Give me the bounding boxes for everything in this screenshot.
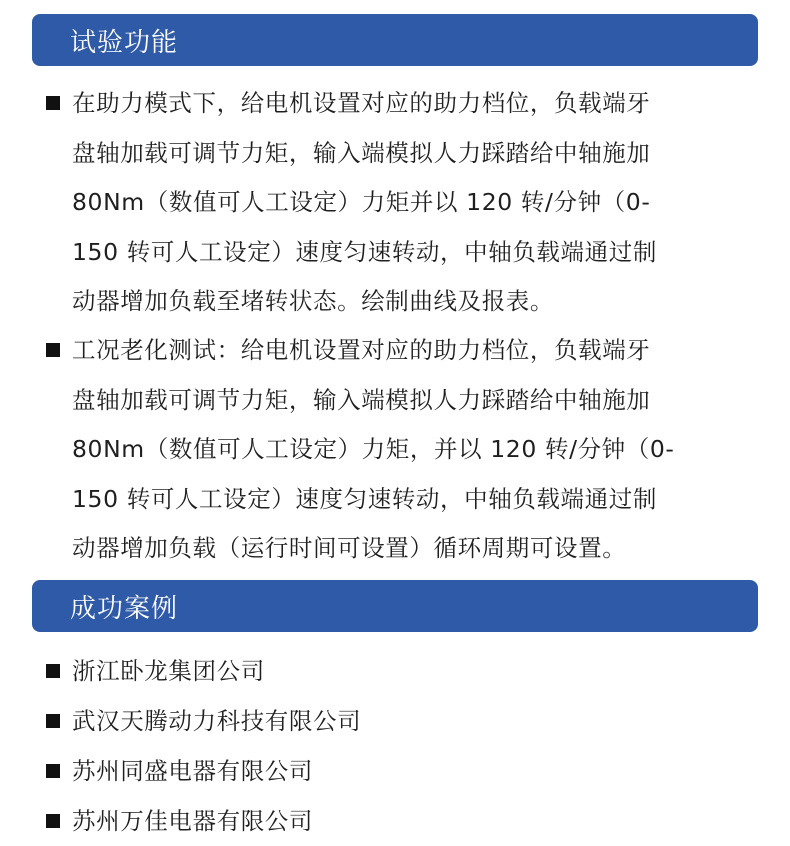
black-square-bullet-icon — [46, 814, 60, 828]
list-item — [46, 696, 746, 746]
list-item — [46, 796, 746, 846]
paragraph-2-line-5: 动器增加负载（运行时间可设置）循环周期可设置。 — [72, 534, 627, 562]
case-name: 浙江卧龙集团公司 — [72, 657, 265, 685]
paragraph-1-line-5: 动器增加负载至堵转状态。绘制曲线及报表。 — [72, 287, 554, 315]
section-title-success-cases: 成功案例 — [70, 593, 179, 624]
paragraph-2-line-4: 150 转可人工设定）速度匀速转动，中轴负载端通过制 — [72, 484, 657, 513]
paragraph-1-line-3: 80Nm（数值可人工设定）力矩并以 120 转/分钟（0- — [72, 188, 651, 216]
black-square-bullet-icon — [46, 714, 60, 728]
section-title-test-function: 试验功能 — [70, 27, 179, 58]
case-name: 苏州万佳电器有限公司 — [72, 807, 313, 835]
black-square-bullet-icon — [46, 764, 60, 778]
paragraph-2-line-3: 80Nm（数值可人工设定）力矩，并以 120 转/分钟（0- — [72, 435, 675, 463]
paragraph-1-line-1: 在助力模式下，给电机设置对应的助力档位，负载端牙 — [72, 89, 651, 117]
list-item — [46, 646, 746, 696]
paragraph-1-line-4: 150 转可人工设定）速度匀速转动，中轴负载端通过制 — [72, 237, 657, 266]
black-square-bullet-icon — [46, 343, 60, 357]
paragraph-2-line-1: 工况老化测试：给电机设置对应的助力档位，负载端牙 — [72, 336, 651, 364]
case-name: 苏州同盛电器有限公司 — [72, 757, 313, 785]
section-header-success-cases — [32, 580, 758, 632]
test-function-paragraph-2 — [46, 326, 766, 574]
black-square-bullet-icon — [46, 96, 60, 110]
case-name: 武汉天腾动力科技有限公司 — [72, 707, 362, 735]
success-cases-list — [46, 646, 746, 846]
test-function-paragraph-1 — [46, 79, 766, 327]
section-header-test-function — [32, 14, 758, 66]
paragraph-1-line-2: 盘轴加载可调节力矩，输入端模拟人力踩踏给中轴施加 — [72, 138, 651, 167]
black-square-bullet-icon — [46, 664, 60, 678]
list-item — [46, 746, 746, 796]
paragraph-2-line-2: 盘轴加载可调节力矩，输入端模拟人力踩踏给中轴施加 — [72, 385, 651, 414]
